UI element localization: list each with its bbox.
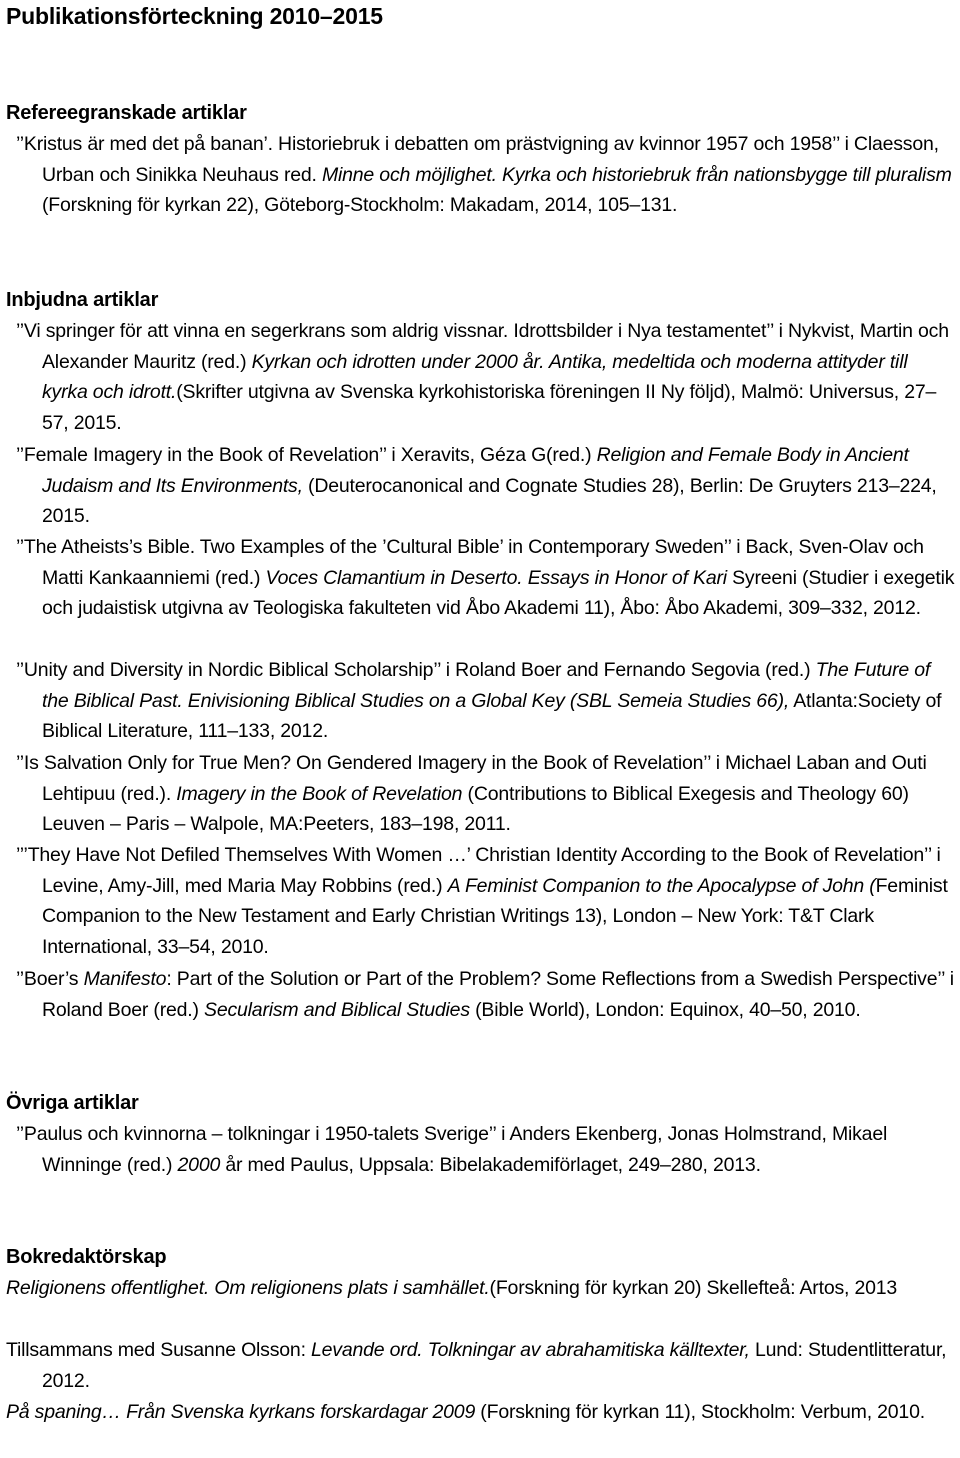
publication-entry — [6, 840, 956, 963]
citation-text: år med Paulus, Uppsala: Bibelakademiförlaget, 249–280, 2013. — [220, 1153, 761, 1176]
italic-title-text: Levande ord. Tolkningar av abrahamitiska källtexter, — [311, 1339, 750, 1361]
citation-text: ’’’They Have Not Defiled Themselves With Women …’ Christian Identity According to the Book of Revelation’’ i Levine, Amy-Jill, med Maria May Robbins (red.) — [16, 844, 941, 897]
italic-title-text: Voces Clamantium in Deserto. Essays in Honor of Kari — [265, 566, 727, 589]
publication-entry — [6, 1397, 956, 1428]
citation-text: Atlanta:Society of Biblical Literature, 111–133, 2012. — [42, 689, 942, 743]
publication-entry — [6, 1335, 956, 1396]
italic-title-text: Imagery in the Book of Revelation — [176, 782, 463, 805]
page-title: Publikationsförteckning 2010–2015 — [6, 3, 383, 29]
citation-text: Lund: Studentlitteratur, 2012. — [42, 1339, 947, 1392]
citation-text: ’’Vi springer för att vinna en segerkrans som aldrig vissnar. Idrottsbilder i Nya testamentet’’ i Nykvist, Martin och Alexander Mauritz (red.) — [16, 320, 949, 373]
italic-title-text: Secularism and Biblical Studies — [204, 998, 470, 1021]
citation-text: (Bible World), London: Equinox, 40–50, 2010. — [469, 998, 861, 1021]
citation-text: ’’Female Imagery in the Book of Revelation’’ i Xeravits, Géza G(red.) — [16, 444, 597, 466]
italic-title-text: The Future of the Biblical Past. Enivisioning Biblical Studies on a Global Key (SBL Semeia Studies 66), — [42, 659, 931, 712]
section-heading-editorship: Bokredaktörskap — [6, 1246, 167, 1268]
citation-text: Feminist Companion to the New Testament and Early Christian Writings 13), London – New York: T&T Clark International, 33–54, 2010. — [42, 874, 948, 959]
citation-text: (Forskning för kyrkan 22), Göteborg-Stockholm: Makadam, 2014, 105–131. — [42, 194, 678, 217]
citation-text: ’’Paulus och kvinnorna – tolkningar i 1950-talets Sverige’’ i Anders Ekenberg, Jonas Holmstrand, Mikael Winninge (red.) — [16, 1123, 888, 1176]
section-heading-other: Övriga artiklar — [6, 1092, 139, 1114]
italic-title-text: Minne och möjlighet. Kyrka och historiebruk från nationsbygge till pluralism — [321, 163, 952, 186]
publication-entry — [6, 748, 956, 840]
citation-text: (Deuterocanonical and Cognate Studies 28), Berlin: De Gruyters 213–224, 2015. — [42, 474, 937, 528]
italic-title-text: Kyrkan och idrotten under 2000 år. Antika, medeltida och moderna attityder till kyrka och idrott. — [42, 350, 908, 404]
citation-text: (Skrifter utgivna av Svenska kyrkohistoriska föreningen II Ny följd), Malmö: Universus, 27–57, 2015. — [42, 381, 937, 435]
citation-text: (Contributions to Biblical Exegesis and Theology 60) Leuven – Paris – Walpole, MA:Peeters, 183–198, 2011. — [42, 782, 909, 836]
citation-text: ’’Boer’s — [16, 968, 84, 990]
publication-entry — [6, 440, 956, 532]
citation-text: Tillsammans med Susanne Olsson: — [6, 1339, 312, 1361]
citation-text: ’’Kristus är med det på banan’. Historiebruk i debatten om prästvigning av kvinnor 1957 och 1958’’ i Claesson, Urban och Sinikka Neuhaus red. — [16, 133, 939, 186]
section-heading-refereed: Refereegranskade artiklar — [6, 102, 247, 124]
italic-title-text: A Feminist Companion to the Apocalypse of John ( — [447, 874, 876, 897]
italic-title-text: Religion and Female Body in Ancient Judaism and Its Environments, — [42, 444, 909, 497]
italic-title-text: På spaning… Från Svenska kyrkans forskardagar 2009 — [6, 1401, 476, 1423]
publication-entry — [6, 129, 956, 221]
citation-text: : Part of the Solution or Part of the Problem? Some Reflections from a Swedish Perspective’’ i Roland Boer (red.) — [42, 968, 954, 1021]
italic-title-text: 2000 — [177, 1153, 221, 1176]
publication-entry — [6, 1273, 956, 1304]
citation-text: (Forskning för kyrkan 11), Stockholm: Verbum, 2010. — [475, 1401, 925, 1423]
section-heading-invited: Inbjudna artiklar — [6, 289, 159, 311]
italic-title-text: Manifesto — [83, 968, 167, 990]
citation-text: ’’The Atheists’s Bible. Two Examples of the ’Cultural Bible’ in Contemporary Sweden’’ i Back, Sven-Olav och Matti Kankaanniemi (red.) — [16, 536, 924, 589]
citation-text: (Forskning för kyrkan 20) Skellefteå: Artos, 2013 — [489, 1277, 898, 1299]
publication-entry — [6, 1119, 956, 1180]
publication-entry — [6, 655, 956, 747]
publication-entry — [6, 316, 956, 439]
italic-title-text: Religionens offentlighet. Om religionens plats i samhället. — [6, 1277, 490, 1299]
citation-text: ’’Is Salvation Only for True Men? On Gendered Imagery in the Book of Revelation’’ i Michael Laban and Outi Lehtipuu (red.). — [16, 752, 927, 805]
citation-text: ’’Unity and Diversity in Nordic Biblical Scholarship’’ i Roland Boer and Fernando Segovia (red.) — [16, 659, 816, 681]
publication-entry — [6, 532, 956, 624]
publication-entry — [6, 964, 956, 1025]
citation-text: Syreeni (Studier i exegetik och judaistisk utgivna av Teologiska fakulteten vid Åbo Akademi 11), Åbo: Åbo Akademi, 309–332, 2012. — [42, 566, 955, 620]
